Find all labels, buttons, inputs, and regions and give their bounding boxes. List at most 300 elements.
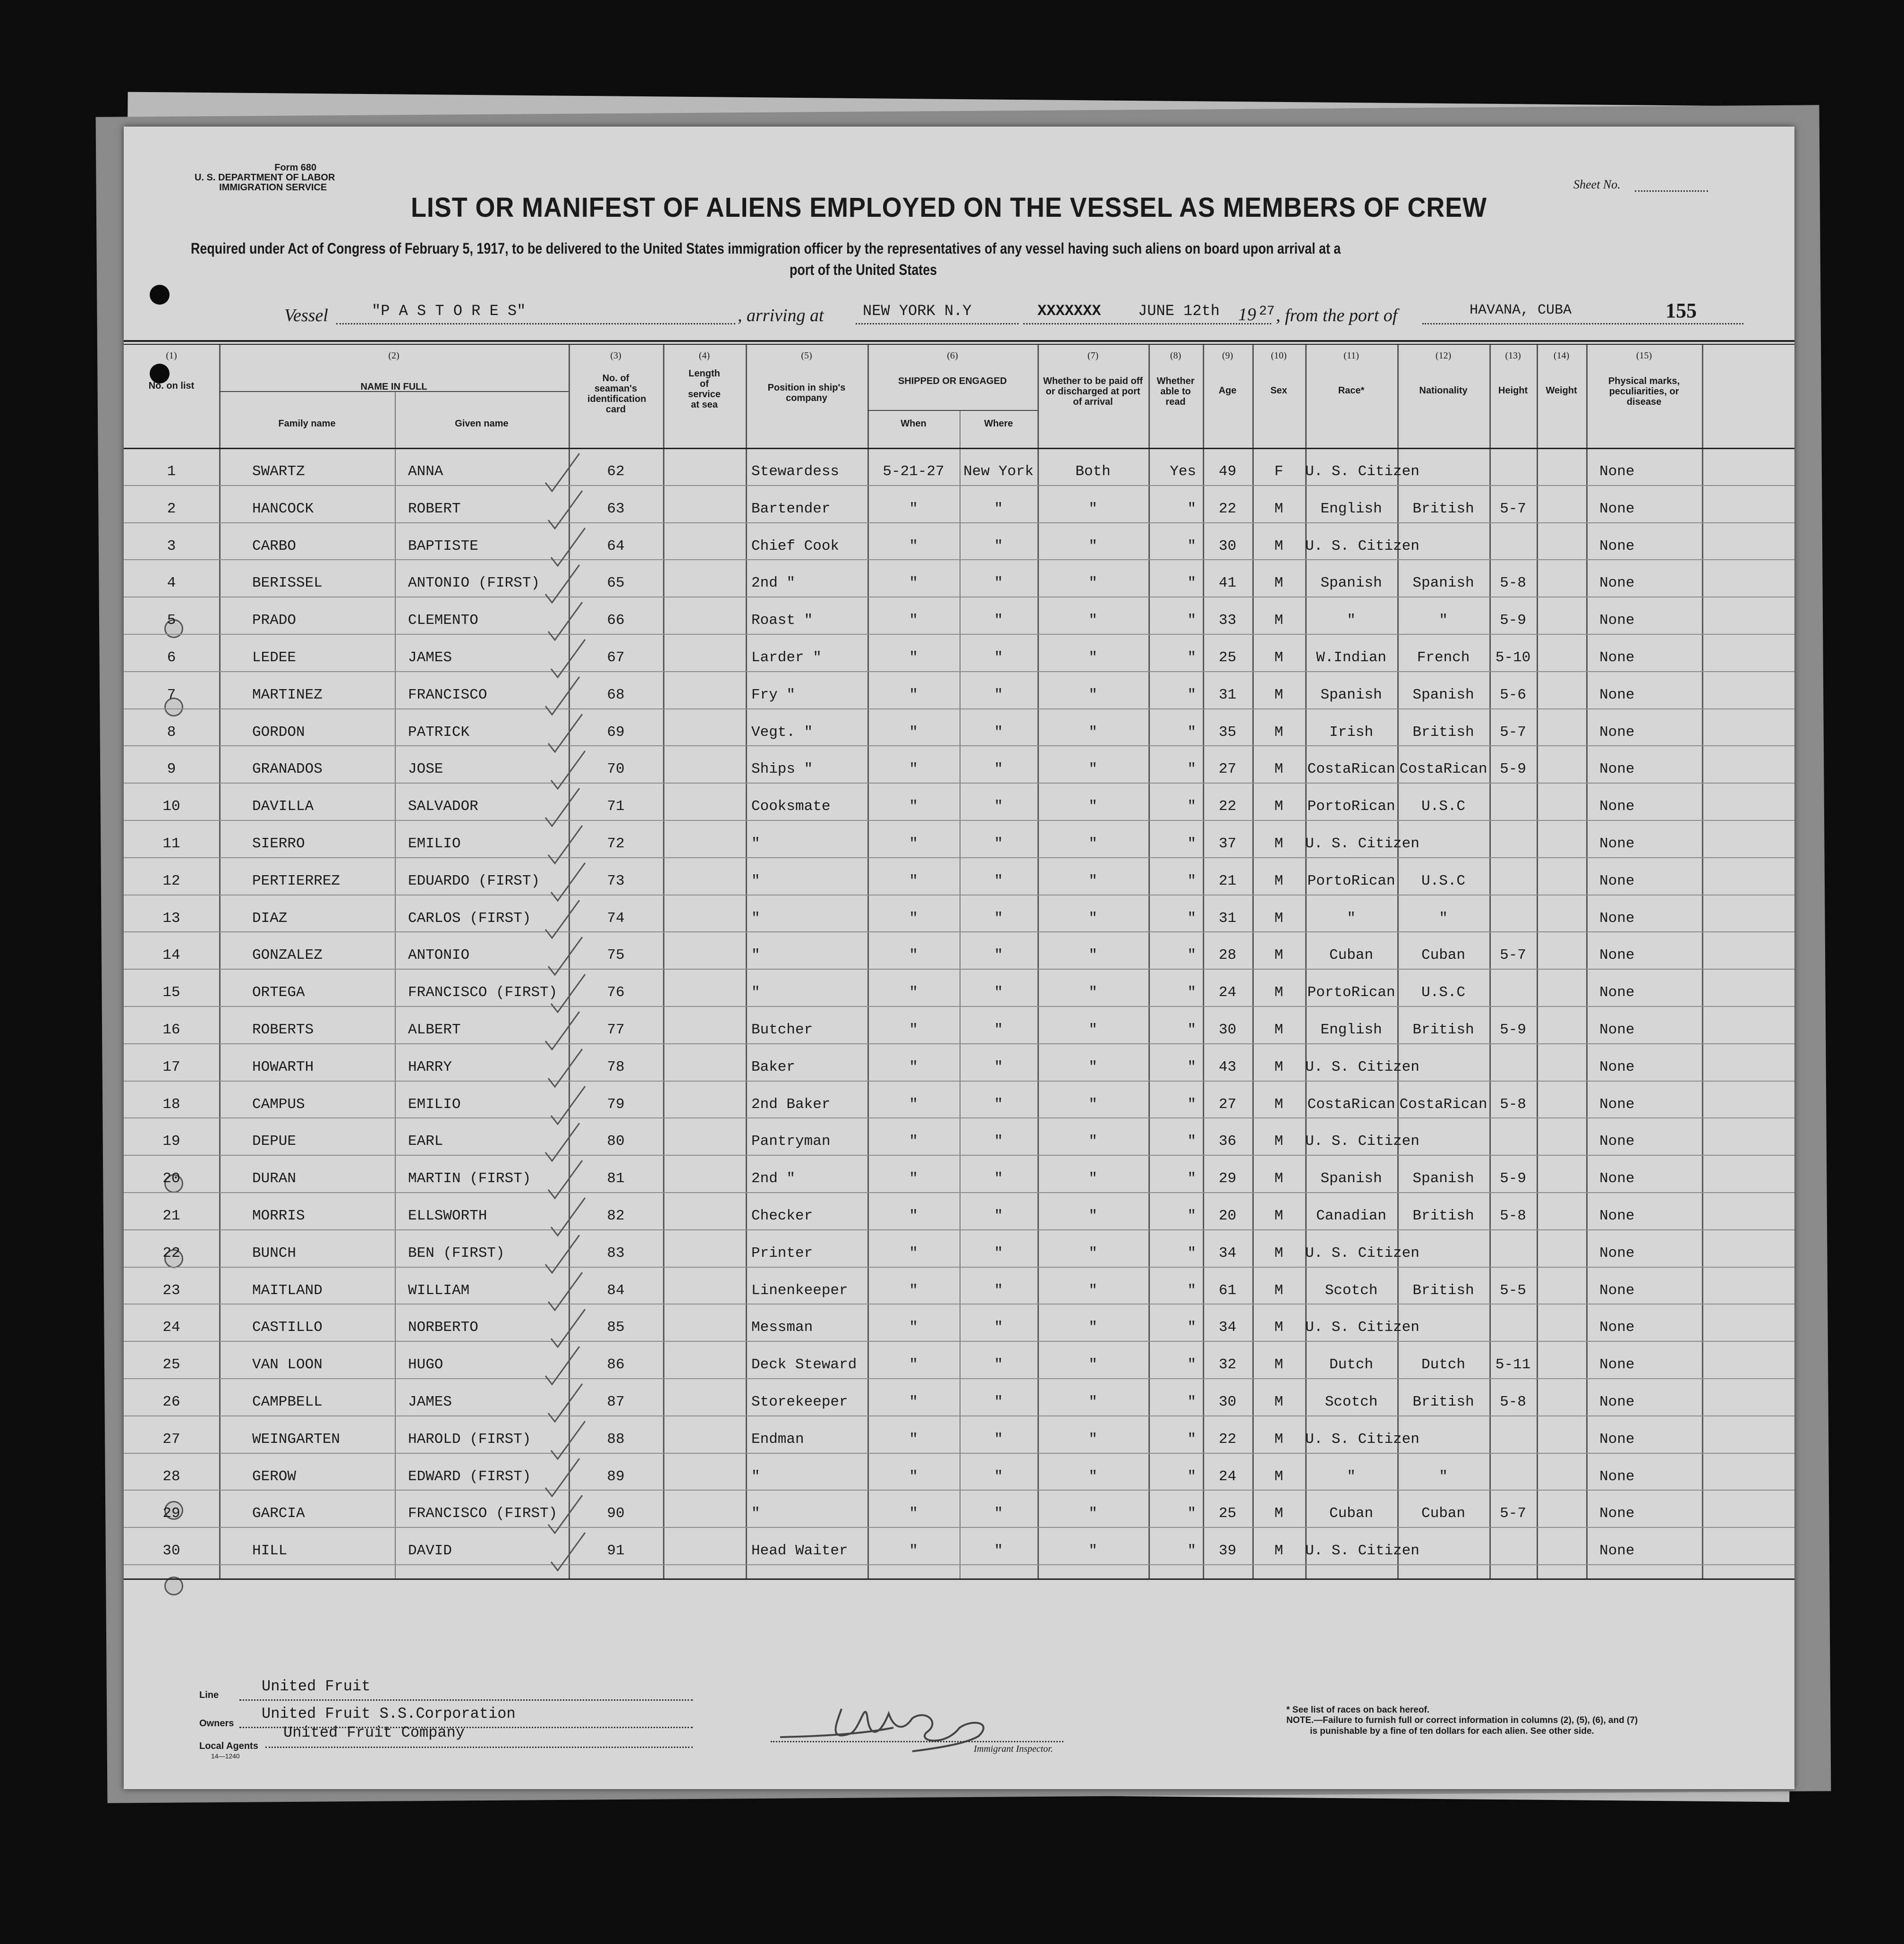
cell-age: 25 xyxy=(1218,1505,1237,1522)
cell-no: 11 xyxy=(162,836,180,852)
cell-paid: " xyxy=(1088,1282,1097,1299)
cell-race: Spanish xyxy=(1320,687,1382,703)
cell-sex: M xyxy=(1274,1431,1284,1448)
cell-card: 91 xyxy=(607,1543,625,1559)
cell-race: U. S. Citizen xyxy=(1305,1059,1420,1075)
cell-where: New York xyxy=(963,463,1034,480)
cell-card: 77 xyxy=(607,1022,625,1038)
sex-header: Sex xyxy=(1270,385,1287,396)
cell-given: FRANCISCO (FIRST) xyxy=(408,984,558,1001)
cell-race: W.Indian xyxy=(1316,649,1386,666)
cell-position: Endman xyxy=(751,1431,804,1448)
cell-no: 2 xyxy=(167,501,176,517)
cell-when: " xyxy=(909,1505,918,1522)
cell-nat: Cuban xyxy=(1421,947,1465,963)
cell-race: PortoRican xyxy=(1307,984,1395,1001)
table-row xyxy=(124,1117,1794,1155)
vessel-name-field xyxy=(336,323,735,324)
cell-family: VAN LOON xyxy=(252,1356,323,1373)
cell-card: 80 xyxy=(607,1133,625,1150)
cell-read: " xyxy=(1187,1170,1196,1187)
table-row xyxy=(124,1081,1794,1118)
cell-phys: None xyxy=(1599,1133,1635,1150)
column-number: (1) xyxy=(166,350,177,361)
cell-nat: British xyxy=(1412,1394,1474,1410)
cell-when: " xyxy=(909,761,918,777)
cell-card: 90 xyxy=(607,1505,625,1522)
cell-phys: None xyxy=(1599,1356,1635,1373)
cell-when: " xyxy=(909,1319,918,1336)
cell-read: " xyxy=(1187,501,1196,517)
cell-age: 31 xyxy=(1218,687,1237,703)
check-mark xyxy=(547,1529,590,1581)
cell-race: U. S. Citizen xyxy=(1305,1245,1420,1262)
cell-paid: " xyxy=(1088,873,1097,889)
cell-where: " xyxy=(994,1394,1003,1410)
table-row xyxy=(124,1006,1794,1043)
cell-height: 5-7 xyxy=(1500,947,1526,963)
cell-paid: " xyxy=(1088,1505,1097,1522)
cell-read: " xyxy=(1187,761,1196,777)
cell-age: 22 xyxy=(1218,1431,1237,1448)
cell-age: 22 xyxy=(1218,501,1237,517)
cell-given: ANTONIO (FIRST) xyxy=(408,575,540,591)
cell-sex: M xyxy=(1274,1059,1284,1075)
cell-paid: " xyxy=(1088,947,1097,963)
cell-read: " xyxy=(1187,798,1196,815)
cell-when: " xyxy=(909,501,918,517)
cell-age: 49 xyxy=(1218,463,1237,480)
cell-phys: None xyxy=(1599,836,1635,852)
cell-no: 3 xyxy=(167,538,176,554)
cell-phys: None xyxy=(1599,1394,1635,1410)
cell-where: " xyxy=(994,1543,1003,1559)
cell-card: 65 xyxy=(607,575,625,591)
length-service-header: Length of service at sea xyxy=(688,368,721,410)
cell-nat: British xyxy=(1412,501,1474,517)
table-row xyxy=(124,559,1794,597)
cell-where: " xyxy=(994,501,1003,517)
cell-sex: M xyxy=(1274,1319,1284,1336)
cell-paid: " xyxy=(1088,687,1097,703)
cell-family: HANCOCK xyxy=(252,501,314,517)
cell-when: " xyxy=(909,1394,918,1410)
table-row xyxy=(124,1490,1794,1527)
cell-card: 75 xyxy=(607,947,625,963)
cell-read: " xyxy=(1187,836,1196,852)
cell-position: " xyxy=(751,984,760,1001)
table-row xyxy=(124,448,1794,485)
cell-given: HUGO xyxy=(408,1356,443,1373)
cell-phys: None xyxy=(1599,1505,1635,1522)
cell-position: Roast " xyxy=(751,612,813,629)
cell-given: BEN (FIRST) xyxy=(408,1245,505,1262)
table-bottom-rule xyxy=(124,1578,1794,1580)
cell-when: " xyxy=(909,1170,918,1187)
cell-card: 88 xyxy=(607,1431,625,1448)
arriving-port: NEW YORK N.Y xyxy=(863,302,972,320)
cell-no: 16 xyxy=(162,1022,180,1038)
cell-sex: M xyxy=(1274,873,1284,889)
cell-where: " xyxy=(994,538,1003,554)
cell-when: " xyxy=(909,724,918,741)
cell-nat: U.S.C xyxy=(1421,873,1465,889)
height-header: Height xyxy=(1498,385,1528,396)
cell-sex: F xyxy=(1274,463,1284,480)
cell-phys: None xyxy=(1599,873,1635,889)
cell-card: 73 xyxy=(607,873,625,889)
owners-label: Owners xyxy=(199,1718,234,1729)
cell-given: FRANCISCO xyxy=(408,687,487,703)
cell-position: Butcher xyxy=(751,1022,813,1038)
column-number: (5) xyxy=(801,350,812,361)
service-label: IMMIGRATION SERVICE xyxy=(219,182,327,193)
cell-read: Yes xyxy=(1170,463,1196,480)
cell-race: Irish xyxy=(1329,724,1373,741)
column-number: (6) xyxy=(947,350,958,361)
subtitle-line-2: port of the United States xyxy=(790,261,937,278)
cell-height: 5-8 xyxy=(1500,575,1526,591)
cell-card: 63 xyxy=(607,501,625,517)
cell-age: 39 xyxy=(1218,1543,1237,1559)
cell-sex: M xyxy=(1274,947,1284,963)
penalty-note-line-2: is punishable by a fine of ten dollars for each alien. See other side. xyxy=(1310,1726,1594,1736)
cell-paid: " xyxy=(1088,1431,1097,1448)
cell-where: " xyxy=(994,836,1003,852)
table-row xyxy=(124,895,1794,932)
cell-read: " xyxy=(1187,1468,1196,1485)
cell-no: 6 xyxy=(167,649,176,666)
table-row xyxy=(124,857,1794,895)
cell-race: Dutch xyxy=(1329,1356,1373,1373)
cell-given: WILLIAM xyxy=(408,1282,470,1299)
cell-card: 82 xyxy=(607,1208,625,1224)
cell-given: ALBERT xyxy=(408,1022,461,1038)
cell-where: " xyxy=(994,1468,1003,1485)
cell-where: " xyxy=(994,1505,1003,1522)
agents-field xyxy=(265,1747,693,1748)
cell-read: " xyxy=(1187,873,1196,889)
cell-sex: M xyxy=(1274,501,1284,517)
inspector-field xyxy=(771,1741,1063,1742)
table-row xyxy=(124,783,1794,820)
table-row xyxy=(124,1192,1794,1229)
cell-position: Storekeeper xyxy=(751,1394,848,1410)
cell-race: Cuban xyxy=(1329,947,1373,963)
cell-card: 67 xyxy=(607,649,625,666)
cell-given: DAVID xyxy=(408,1543,452,1559)
table-row xyxy=(124,1378,1794,1415)
cell-family: WEINGARTEN xyxy=(252,1431,340,1448)
cell-height: 5-5 xyxy=(1500,1282,1526,1299)
cell-family: CAMPUS xyxy=(252,1096,305,1113)
cell-family: GORDON xyxy=(252,724,305,741)
cell-when: " xyxy=(909,1431,918,1448)
cell-no: 4 xyxy=(167,575,176,591)
column-number: (13) xyxy=(1505,350,1521,361)
table-row xyxy=(124,1341,1794,1378)
cell-given: JAMES xyxy=(408,1394,452,1410)
cell-card: 85 xyxy=(607,1319,625,1336)
cell-paid: " xyxy=(1088,501,1097,517)
cell-nat: Cuban xyxy=(1421,1505,1465,1522)
cell-read: " xyxy=(1187,724,1196,741)
arrival-date: JUNE 12th xyxy=(1138,302,1220,320)
age-header: Age xyxy=(1218,385,1237,396)
form-number: Form 680 xyxy=(274,162,317,173)
cell-family: BUNCH xyxy=(252,1245,297,1262)
cell-family: PERTIERREZ xyxy=(252,873,340,889)
cell-card: 66 xyxy=(607,612,625,629)
manifest-title: LIST OR MANIFEST OF ALIENS EMPLOYED ON THE VESSEL AS MEMBERS OF CREW xyxy=(411,192,1487,223)
cell-given: CARLOS (FIRST) xyxy=(408,910,531,927)
cell-where: " xyxy=(994,910,1003,927)
cell-read: " xyxy=(1187,612,1196,629)
cell-position: Messman xyxy=(751,1319,813,1336)
cell-nat: British xyxy=(1412,1208,1474,1224)
binder-hole xyxy=(150,285,170,305)
vessel-label: Vessel xyxy=(284,306,328,325)
cell-sex: M xyxy=(1274,538,1284,554)
cell-phys: None xyxy=(1599,687,1635,703)
cell-paid: " xyxy=(1088,1356,1097,1373)
table-top-rule xyxy=(124,340,1794,342)
cell-phys: None xyxy=(1599,538,1635,554)
table-row xyxy=(124,1453,1794,1490)
cell-where: " xyxy=(994,612,1003,629)
cell-family: CASTILLO xyxy=(252,1319,323,1336)
cell-read: " xyxy=(1187,1208,1196,1224)
cell-sex: M xyxy=(1274,612,1284,629)
cell-where: " xyxy=(994,1208,1003,1224)
cell-card: 84 xyxy=(607,1282,625,1299)
cell-given: EARL xyxy=(408,1133,443,1150)
cell-card: 64 xyxy=(607,538,625,554)
race-header: Race* xyxy=(1338,385,1365,396)
table-top-rule-thin xyxy=(124,344,1794,345)
cell-height: 5-10 xyxy=(1495,649,1531,666)
year-suffix: 27 xyxy=(1259,304,1275,319)
from-port-label: , from the port of xyxy=(1276,306,1398,325)
cell-card: 78 xyxy=(607,1059,625,1075)
column-number: (11) xyxy=(1343,350,1359,361)
cell-no: 7 xyxy=(167,687,176,703)
cell-sex: M xyxy=(1274,798,1284,815)
family-name-header: Family name xyxy=(278,418,336,429)
cell-given: MARTIN (FIRST) xyxy=(408,1170,531,1187)
cell-when: " xyxy=(909,1282,918,1299)
cell-no: 17 xyxy=(162,1059,180,1075)
cell-paid: " xyxy=(1088,538,1097,554)
cell-position: Larder " xyxy=(751,649,822,666)
line-label: Line xyxy=(199,1690,219,1700)
cell-paid: " xyxy=(1088,1170,1097,1187)
cell-when: " xyxy=(909,649,918,666)
cell-family: GRANADOS xyxy=(252,761,323,777)
cell-family: ORTEGA xyxy=(252,984,305,1001)
cell-height: 5-9 xyxy=(1500,761,1526,777)
subtitle-line-1: Required under Act of Congress of February 5, 1917, to be delivered to the United States immigration officer by the representatives of any vessel having such aliens on board upon arrival at a xyxy=(191,240,1341,257)
cell-given: HAROLD (FIRST) xyxy=(408,1431,531,1448)
cell-family: DAVILLA xyxy=(252,798,314,815)
cell-phys: None xyxy=(1599,612,1635,629)
cell-nat: British xyxy=(1412,724,1474,741)
cell-card: 68 xyxy=(607,687,625,703)
manifest-page xyxy=(124,127,1794,1789)
cell-phys: None xyxy=(1599,1543,1635,1559)
cell-position: Stewardess xyxy=(751,463,840,480)
cell-where: " xyxy=(994,1133,1003,1150)
cell-no: 25 xyxy=(162,1356,180,1373)
cell-read: " xyxy=(1187,1394,1196,1410)
from-port-field xyxy=(1422,323,1743,324)
cell-family: SIERRO xyxy=(252,836,305,852)
cell-sex: M xyxy=(1274,724,1284,741)
table-row xyxy=(124,708,1794,746)
cell-when: " xyxy=(909,687,918,703)
cell-family: GONZALEZ xyxy=(252,947,323,963)
cell-nat: Dutch xyxy=(1421,1356,1465,1373)
given-name-header: Given name xyxy=(455,418,509,429)
cell-phys: None xyxy=(1599,1282,1635,1299)
cell-read: " xyxy=(1187,1245,1196,1262)
cell-phys: None xyxy=(1599,724,1635,741)
cell-phys: None xyxy=(1599,1319,1635,1336)
cell-race: English xyxy=(1320,501,1382,517)
cell-given: FRANCISCO (FIRST) xyxy=(408,1505,558,1522)
cell-phys: None xyxy=(1599,1208,1635,1224)
cell-when: " xyxy=(909,947,918,963)
name-in-full-header: NAME IN FULL xyxy=(360,382,427,392)
cell-sex: M xyxy=(1274,575,1284,591)
cell-when: " xyxy=(909,1208,918,1224)
cell-race: U. S. Citizen xyxy=(1305,1319,1420,1336)
cell-read: " xyxy=(1187,1319,1196,1336)
cell-no: 14 xyxy=(162,947,180,963)
cell-where: " xyxy=(994,798,1003,815)
cell-height: 5-11 xyxy=(1495,1356,1531,1373)
cell-read: " xyxy=(1187,1022,1196,1038)
cell-card: 69 xyxy=(607,724,625,741)
cell-race: PortoRican xyxy=(1307,873,1395,889)
cell-card: 83 xyxy=(607,1245,625,1262)
cell-family: GARCIA xyxy=(252,1505,305,1522)
cell-paid: " xyxy=(1088,761,1097,777)
cell-nat: British xyxy=(1412,1282,1474,1299)
cell-height: 5-9 xyxy=(1500,612,1526,629)
cell-no: 9 xyxy=(167,761,176,777)
cell-card: 70 xyxy=(607,761,625,777)
column-number: (2) xyxy=(388,350,400,361)
cell-paid: " xyxy=(1088,1245,1097,1262)
cell-position: " xyxy=(751,1505,760,1522)
cell-position: 2nd Baker xyxy=(751,1096,831,1113)
table-row xyxy=(124,1155,1794,1192)
cell-family: DIAZ xyxy=(252,910,288,927)
cell-no: 28 xyxy=(162,1468,180,1485)
cell-height: 5-9 xyxy=(1500,1022,1526,1038)
cell-paid: " xyxy=(1088,1059,1097,1075)
cell-family: CARBO xyxy=(252,538,297,554)
cell-height: 5-8 xyxy=(1500,1394,1526,1410)
date-field xyxy=(1023,323,1271,324)
cell-sex: M xyxy=(1274,1356,1284,1373)
cell-no: 12 xyxy=(162,873,180,889)
cell-paid: " xyxy=(1088,1468,1097,1485)
cell-where: " xyxy=(994,1319,1003,1336)
cell-family: HOWARTH xyxy=(252,1059,314,1075)
position-header: Position in ship's company xyxy=(767,383,846,403)
cell-paid: " xyxy=(1088,649,1097,666)
cell-where: " xyxy=(994,873,1003,889)
cell-given: CLEMENTO xyxy=(408,612,478,629)
cell-where: " xyxy=(994,575,1003,591)
cell-given: PATRICK xyxy=(408,724,470,741)
cell-given: HARRY xyxy=(408,1059,452,1075)
cell-where: " xyxy=(994,1282,1003,1299)
cell-position: Linenkeeper xyxy=(751,1282,848,1299)
cell-no: 21 xyxy=(162,1208,180,1224)
cell-card: 81 xyxy=(607,1170,625,1187)
cell-nat: CostaRican xyxy=(1399,761,1488,777)
cell-race: Scotch xyxy=(1325,1394,1378,1410)
cell-phys: None xyxy=(1599,575,1635,591)
cell-phys: None xyxy=(1599,1245,1635,1262)
cell-phys: None xyxy=(1599,501,1635,517)
cell-family: DURAN xyxy=(252,1170,297,1187)
cell-age: 20 xyxy=(1218,1208,1237,1224)
department-label: U. S. DEPARTMENT OF LABOR xyxy=(195,172,335,183)
header-rule xyxy=(867,410,1037,411)
cell-when: " xyxy=(909,1096,918,1113)
cell-phys: None xyxy=(1599,761,1635,777)
cell-position: Ships " xyxy=(751,761,813,777)
cell-given: EMILIO xyxy=(408,836,461,852)
cell-paid: Both xyxy=(1075,463,1111,480)
cell-nat: Spanish xyxy=(1412,1170,1474,1187)
column-number: (3) xyxy=(610,350,621,361)
cell-family: HILL xyxy=(252,1543,288,1559)
cell-sex: M xyxy=(1274,1468,1284,1485)
cell-phys: None xyxy=(1599,1468,1635,1485)
cell-race: U. S. Citizen xyxy=(1305,1133,1420,1150)
cell-height: 5-6 xyxy=(1500,687,1526,703)
cell-race: " xyxy=(1347,910,1356,927)
cell-sex: M xyxy=(1274,1505,1284,1522)
cell-race: U. S. Citizen xyxy=(1305,1431,1420,1448)
cell-paid: " xyxy=(1088,1319,1097,1336)
cell-when: " xyxy=(909,984,918,1001)
shipped-engaged-header: SHIPPED OR ENGAGED xyxy=(898,376,1007,386)
cell-position: " xyxy=(751,873,760,889)
cell-no: 15 xyxy=(162,984,180,1001)
cell-phys: None xyxy=(1599,984,1635,1001)
cell-when: " xyxy=(909,612,918,629)
cell-sex: M xyxy=(1274,1022,1284,1038)
cell-family: MARTINEZ xyxy=(252,687,323,703)
cell-phys: None xyxy=(1599,1022,1635,1038)
cell-no: 22 xyxy=(162,1245,180,1262)
cell-paid: " xyxy=(1088,798,1097,815)
cell-where: " xyxy=(994,1431,1003,1448)
cell-position: " xyxy=(751,836,760,852)
cell-phys: None xyxy=(1599,1431,1635,1448)
cell-age: 27 xyxy=(1218,1096,1237,1113)
cell-race: Spanish xyxy=(1320,575,1382,591)
cell-card: 86 xyxy=(607,1356,625,1373)
cell-phys: None xyxy=(1599,649,1635,666)
cell-family: DEPUE xyxy=(252,1133,297,1150)
